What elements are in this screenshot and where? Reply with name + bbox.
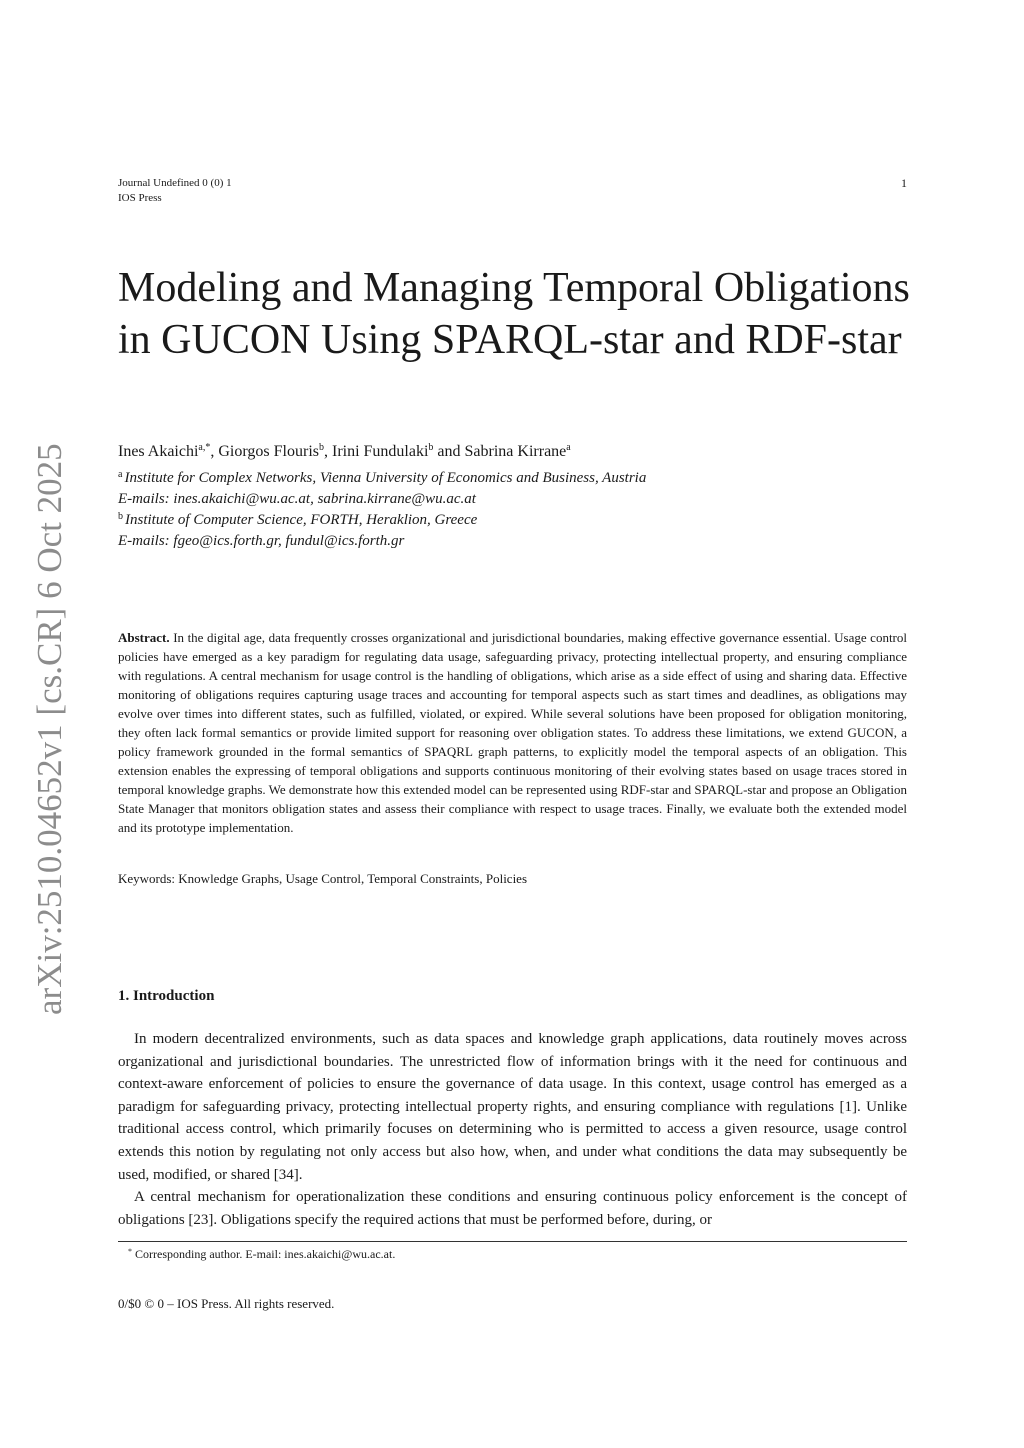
affiliation-mark: a bbox=[118, 469, 123, 480]
affiliation-emails bbox=[118, 489, 646, 510]
affiliation-text: Institute of Computer Science, FORTH, Heraklion, Greece bbox=[125, 512, 478, 528]
section-heading: 1. Introduction bbox=[118, 988, 215, 1004]
affiliations-block bbox=[118, 468, 646, 552]
footnote-mark: * bbox=[128, 1247, 132, 1256]
author-affiliation-mark: a,* bbox=[198, 442, 211, 453]
footnote bbox=[128, 1246, 395, 1262]
author-list bbox=[118, 442, 571, 462]
affiliation-emails bbox=[118, 531, 646, 552]
affiliation-line bbox=[118, 510, 646, 531]
journal-header bbox=[118, 176, 232, 206]
abstract-label: Abstract. bbox=[118, 630, 170, 645]
affiliation-mark: b bbox=[118, 511, 123, 522]
footnote-divider bbox=[118, 1241, 907, 1242]
journal-name: Journal Undefined 0 (0) 1 bbox=[118, 177, 232, 189]
page-number: 1 bbox=[901, 176, 907, 190]
author-separator: , bbox=[210, 443, 219, 460]
affiliation-text: E-mails: fgeo@ics.forth.gr, fundul@ics.forth.gr bbox=[118, 533, 405, 549]
author-name: Giorgos Flouris bbox=[218, 443, 319, 460]
abstract-text: In the digital age, data frequently crosses organizational and jurisdictional boundaries, making effective governance essential. Usage control policies have emerged as a key paradigm for regulating data usage, safeguarding privacy, protecting intellectual property, and ensuring compliance with regulations. A central mechanism for usage control is the handling of obligations, which arise as a side effect of using and sharing data. Effective monitoring of obligations requires capturing usage traces and accounting for temporal aspects such as start times and deadlines, as obligations may evolve over times into different states, such as fulfilled, violated, or expired. While several solutions have been proposed for obligation monitoring, they often lack formal semantics or provide limited support for reasoning over obligation states. To address these limitations, we extend GUCON, a policy framework grounded in the formal semantics of SPAQRL graph patterns, to explicitly model the temporal aspects of an obligation. This extension enables the expressing of temporal obligations and supports continuous monitoring of their evolving states based on usage traces stored in temporal knowledge graphs. We demonstrate how this extended model can be represented using RDF-star and SPARQL-star and propose an Obligation State Manager that monitors obligation states and assess their compliance with respect to usage traces. Finally, we evaluate both the extended model and its prototype implementation. bbox=[118, 630, 907, 835]
keywords: Keywords: Knowledge Graphs, Usage Control, Temporal Constraints, Policies bbox=[118, 871, 528, 886]
paper-title: Modeling and Managing Temporal Obligations in GUCON Using SPARQL-star and RDF-star bbox=[118, 265, 910, 363]
body-paragraph: In modern decentralized environments, such as data spaces and knowledge graph applications, data routinely moves across organizational and jurisdictional boundaries. The unrestricted flow of information brings with it the need for continuous and context-aware enforcement of policies to ensure the governance of data usage. In this context, usage control has emerged as a paradigm for safeguarding privacy, protecting intellectual property rights, and ensuring compliance with regulations [1]. Unlike traditional access control, which primarily focuses on determining who is permitted to access a given resource, usage control extends this notion by regulating not only access but also how, when, and under what conditions the data may subsequently be used, modified, or shared [34]. bbox=[118, 1031, 907, 1183]
abstract bbox=[118, 628, 907, 837]
author-separator: , bbox=[323, 443, 332, 460]
author-name: Sabrina Kirrane bbox=[464, 443, 567, 460]
affiliation-text: Institute for Complex Networks, Vienna University of Economics and Business, Austria bbox=[124, 470, 647, 486]
body-paragraph: A central mechanism for operationalization these conditions and ensuring continuous policy enforcement is the concept of obligations [23]. Obligations specify the required actions that must be performed before, during, or bbox=[118, 1189, 907, 1228]
footnote-text: Corresponding author. E-mail: ines.akaichi@wu.ac.at. bbox=[135, 1247, 396, 1261]
copyright-notice: 0/$0 © 0 – IOS Press. All rights reserved. bbox=[118, 1296, 335, 1311]
author-separator: and bbox=[433, 443, 465, 460]
author-affiliation-mark: b bbox=[318, 442, 324, 453]
author-name: Irini Fundulaki bbox=[331, 443, 429, 460]
affiliation-line bbox=[118, 468, 646, 489]
arxiv-identifier-stamp[interactable]: arXiv:2510.04652v1 [cs.CR] 6 Oct 2025 bbox=[30, 443, 69, 1015]
section-body bbox=[118, 1028, 907, 1231]
author-affiliation-mark: b bbox=[428, 442, 434, 453]
author-affiliation-mark: a bbox=[566, 442, 571, 453]
affiliation-text: E-mails: ines.akaichi@wu.ac.at, sabrina.kirrane@wu.ac.at bbox=[118, 491, 476, 507]
publisher-name: IOS Press bbox=[118, 192, 162, 204]
author-name: Ines Akaichi bbox=[118, 443, 199, 460]
